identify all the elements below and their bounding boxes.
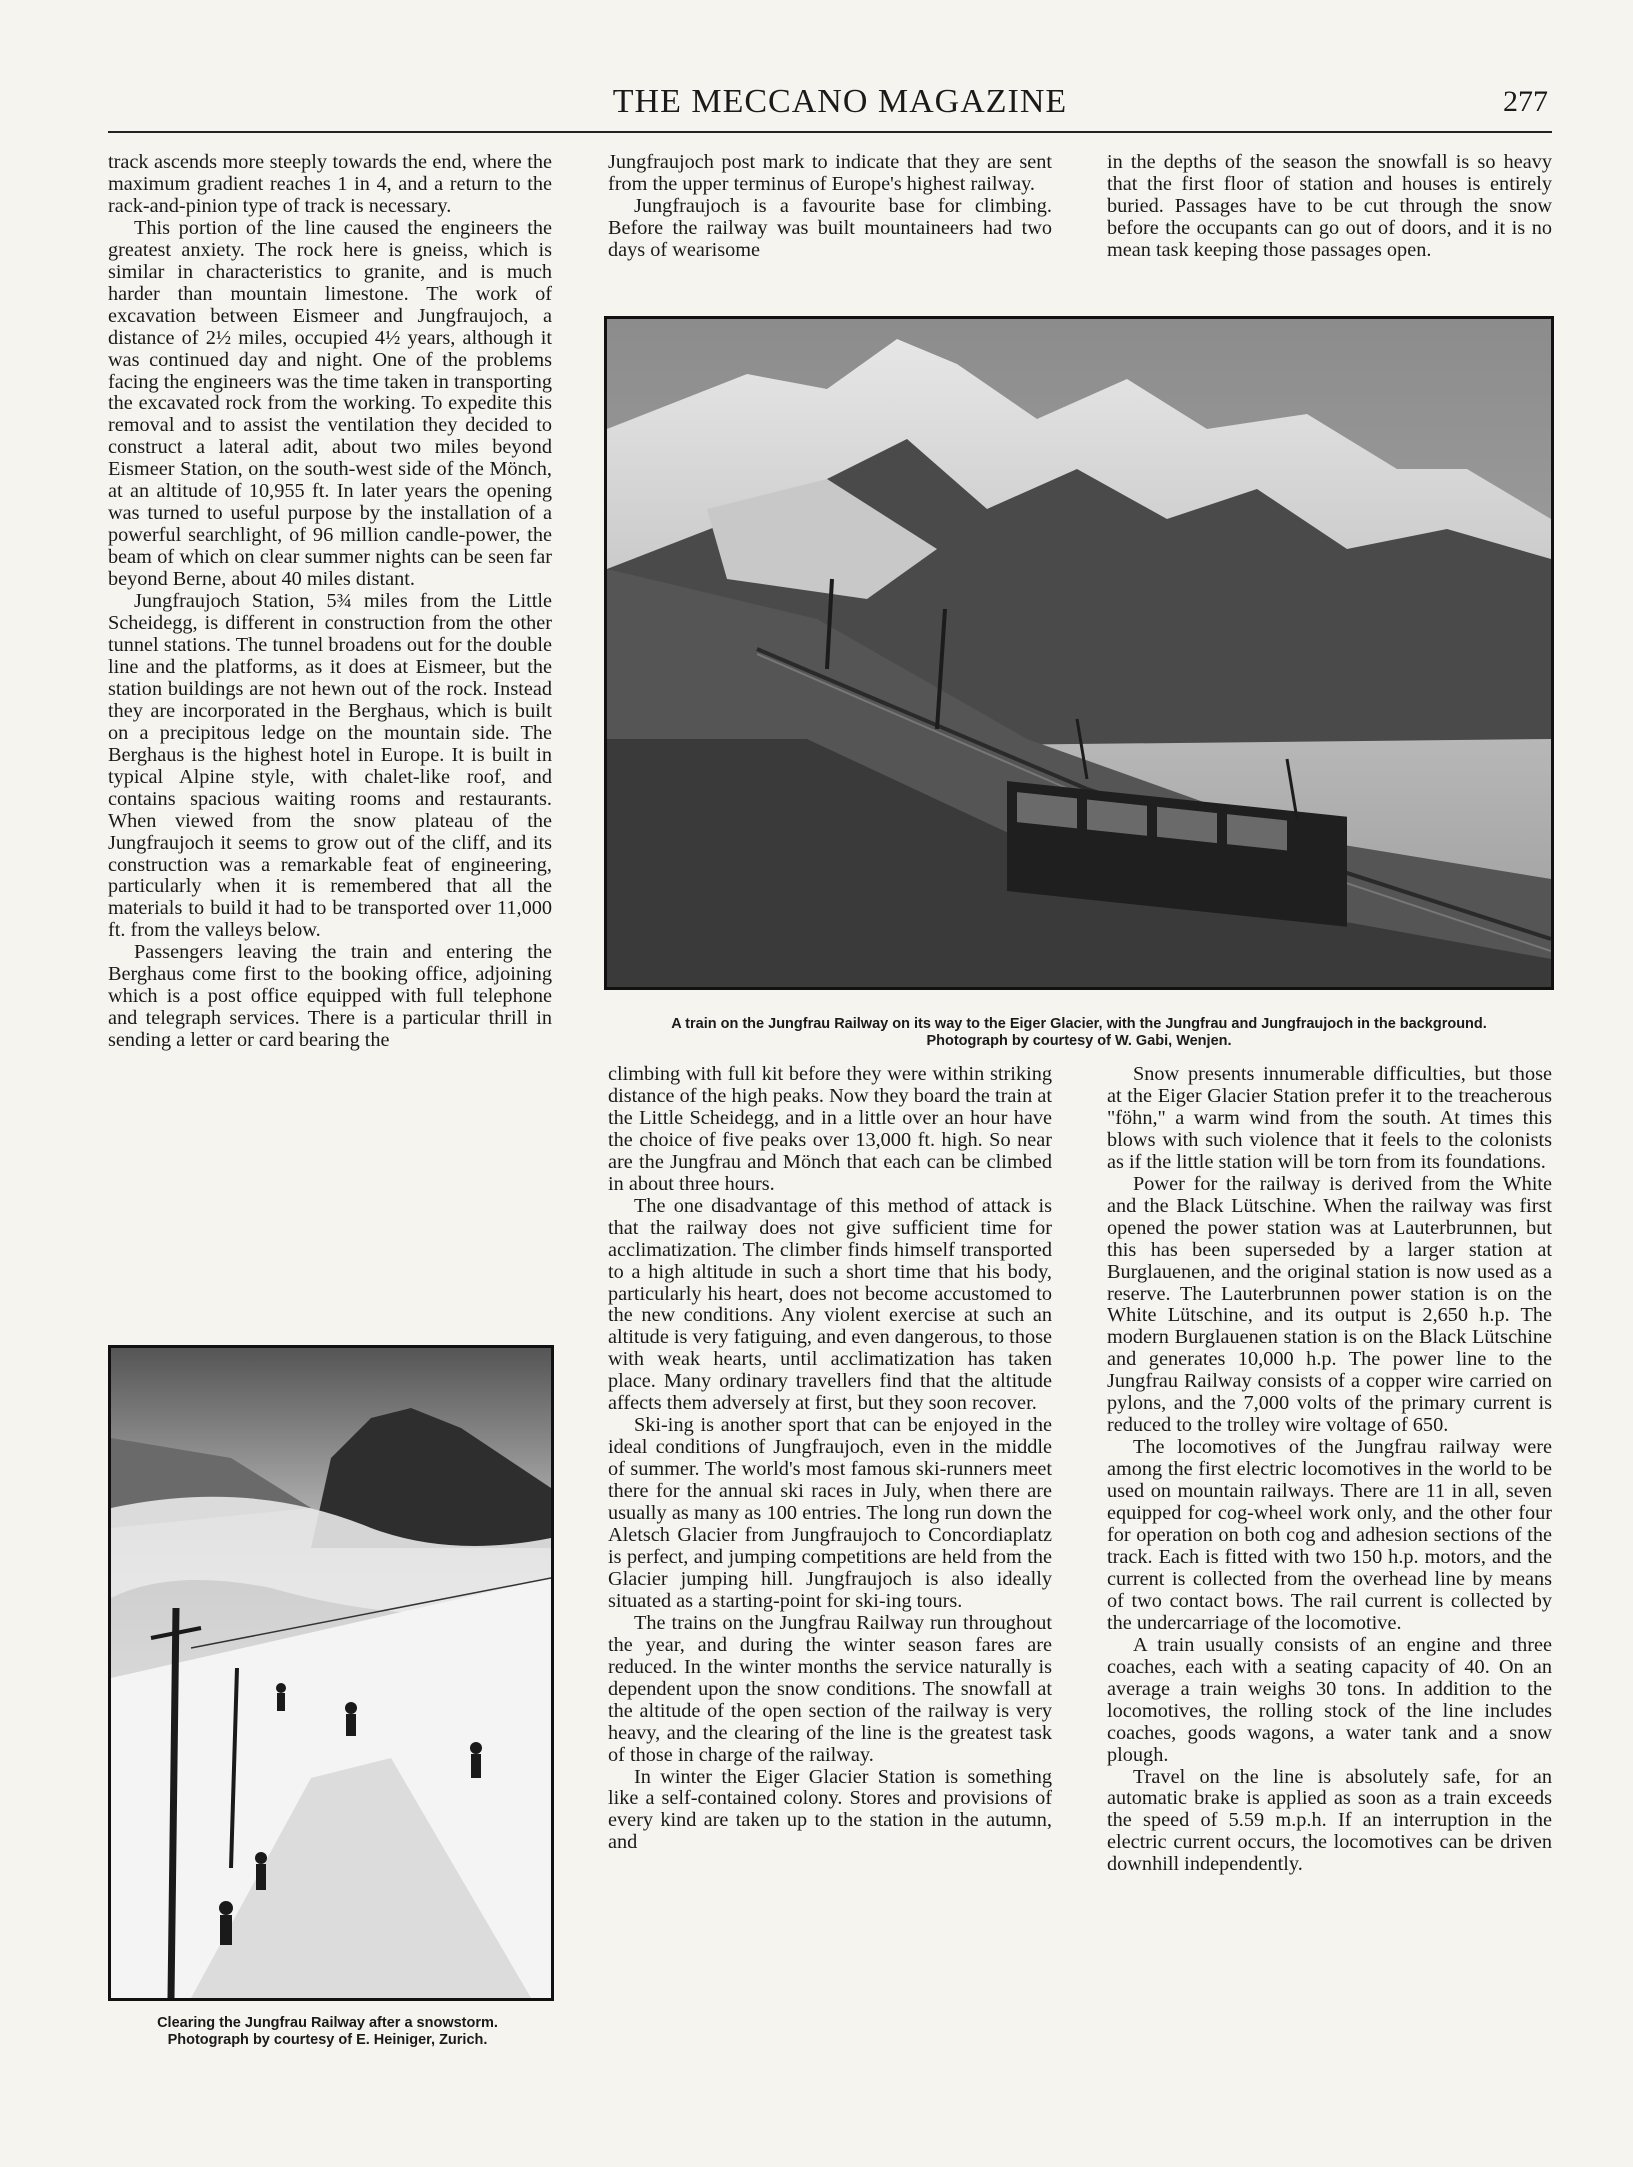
paragraph: Jungfraujoch Station, 5¾ miles from the Little Scheidegg, is different in construction from the other tunnel stations. The tunnel broadens out for the double line and the platforms, as it does at Eismeer, but the station buildings are not hewn out of the rock. Instead they are incorporated in the Berghaus, which is built on a precipitous ledge on the mountain side. The Berghaus is the highest hotel in Europe. It is built in typical Alpine style, with chalet-like roof, and contains spacious waiting rooms and restaurants. When viewed from the snow plateau of the Jungfraujoch it seems to grow out of the cliff, and its construction was a remarkable feat of engineering, particularly when it is remembered that all the materials to build it had to be transported over 11,000 ft. from the valleys below. xyxy=(108,590,552,942)
paragraph: In winter the Eiger Glacier Station is something like a self-contained colony. Stores and provisions of every kind are taken up to the station in the autumn, and xyxy=(608,1765,1052,1854)
photo-snow-clearing xyxy=(108,1345,554,2001)
paragraph: The locomotives of the Jungfrau railway were among the first electric locomotives in the world to be used on mountain railways. There are 11 in all, seven equipped for cog-wheel work only, and the other four for operation on both cog and adhesion sections of the track. Each is fitted with two 150 h.p. motors, and the current is collected from the overhead line by means of two contact bows. The rail current is collected by the undercarriage of the locomotive. xyxy=(1107,1436,1552,1634)
page-number: 277 xyxy=(1503,85,1548,118)
paragraph: Ski-ing is another sport that can be enjoyed in the ideal conditions of Jungfraujoch, even in the middle of summer. The world's most famous ski-runners meet there for the annual ski races in July, when there are usually as many as 100 entries. The long run down the Aletsch Glacier from Jungfraujoch to Concordiaplatz is perfect, and jumping competitions are held from the Glacier jumping hill. Jungfraujoch is also ideally situated as a starting-point for ski-ing tours. xyxy=(608,1414,1052,1612)
article-column-2-top xyxy=(608,152,1052,262)
page-header-title: THE MECCANO MAGAZINE xyxy=(612,83,1068,120)
paragraph: in the depths of the season the snowfall is so heavy that the first floor of station and houses is entirely buried. Passages have to be cut through the snow before the occupants can go out of doors, and it is no mean task keeping those passages open. xyxy=(1107,151,1552,261)
article-column-3-bottom xyxy=(1107,1064,1552,1876)
header-rule xyxy=(108,131,1552,133)
paragraph: Passengers leaving the train and entering the Berghaus come first to the booking office, adjoining which is a post office equipped with full telephone and telegraph services. There is a particular thrill in sending a letter or card bearing the xyxy=(108,941,552,1052)
article-column-1 xyxy=(108,152,552,1052)
paragraph: This portion of the line caused the engineers the greatest anxiety. The rock here is gneiss, which is similar in characteristics to granite, and is much harder than mountain limestone. The work of excavation between Eismeer and Jungfraujoch, a distance of 2½ miles, occupied 4½ years, although it was continued day and night. One of the problems facing the engineers was the time taken in transporting the excavated rock from the working. To expedite this removal and to assist the ventilation they decided to construct a lateral adit, about two miles beyond Eismeer Station, on the south-west side of the Mönch, at an altitude of 10,955 ft. In later years the opening was turned to useful purpose by the installation of a powerful searchlight, of 96 million candle-power, the beam of which on clear summer nights can be seen far beyond Berne, about 40 miles distant. xyxy=(108,216,552,591)
paragraph: Jungfraujoch is a favourite base for climbing. Before the railway was built mountaineers had two days of wearisome xyxy=(608,194,1052,261)
paragraph: The trains on the Jungfrau Railway run throughout the year, and during the winter season fares are reduced. In the winter months the service naturally is dependent upon the snow conditions. The snowfall at the altitude of the open section of the railway is very heavy, and the clearing of the line is the greatest task of those in charge of the railway. xyxy=(608,1611,1052,1766)
caption-top-photo xyxy=(604,1016,1554,1050)
paragraph: track ascends more steeply towards the end, where the maximum gradient reaches 1 in 4, and a return to the rack-and-pinion type of track is necessary. xyxy=(108,151,552,217)
caption-credit: Photograph by courtesy of W. Gabi, Wenjen. xyxy=(926,1033,1232,1049)
photo-train-jungfrau xyxy=(604,316,1554,990)
caption-line: Clearing the Jungfrau Railway after a snowstorm. xyxy=(157,2015,498,2031)
paragraph: The one disadvantage of this method of attack is that the railway does not give sufficient time for acclimatization. The climber finds himself transported to a high altitude in such a short time that his body, particularly his heart, does not become accustomed to the new conditions. Any violent exercise at such an altitude is very fatiguing, and even dangerous, to those with weak hearts, until acclimatization has taken place. Many ordinary travellers find that the altitude affects them adversely at first, but they soon recover. xyxy=(608,1194,1052,1415)
caption-line: A train on the Jungfrau Railway on its way to the Eiger Glacier, with the Jungfrau and Jungfraujoch in the background. xyxy=(671,1016,1487,1032)
paragraph: Power for the railway is derived from the White and the Black Lütschine. When the railway was first opened the power station was at Lauterbrunnen, but this has been superseded by a larger station at Burglauenen, and the original station is now used as a reserve. The Lauterbrunnen power station is on the White Lütschine, and its output is 2,650 h.p. The modern Burglauenen station is on the Black Lütschine and generates 10,000 h.p. The power line to the Jungfrau Railway consists of a copper wire carried on pylons, and the 7,000 volts of the primary current is reduced to the trolley wire voltage of 650. xyxy=(1107,1172,1552,1437)
caption-bottom-photo xyxy=(100,2015,555,2049)
paragraph: Snow presents innumerable difficulties, but those at the Eiger Glacier Station prefer it to the treacherous "föhn," a warm wind from the south. At times this blows with such violence that it feels to the colonists as if the little station will be torn from its foundations. xyxy=(1107,1063,1552,1173)
paragraph: climbing with full kit before they were within striking distance of the high peaks. Now they board the train at the Little Scheidegg, and in a little over an hour have the choice of five peaks over 13,000 ft. high. So near are the Jungfrau and Mönch that each can be climbed in about three hours. xyxy=(608,1063,1052,1195)
paragraph: Travel on the line is absolutely safe, for an automatic brake is applied as soon as a train exceeds the speed of 5.59 m.p.h. If an interruption in the electric current occurs, the locomotives can be driven downhill independently. xyxy=(1107,1765,1552,1876)
paragraph: A train usually consists of an engine and three coaches, each with a seating capacity of 40. On an average a train weighs 30 tons. In addition to the locomotives, the rolling stock of the line includes coaches, goods wagons, a water tank and a snow plough. xyxy=(1107,1633,1552,1766)
paragraph: Jungfraujoch post mark to indicate that they are sent from the upper terminus of Europe's highest railway. xyxy=(608,151,1052,195)
article-column-2-bottom xyxy=(608,1064,1052,1854)
caption-credit: Photograph by courtesy of E. Heiniger, Zurich. xyxy=(167,2032,488,2048)
article-column-3-top xyxy=(1107,152,1552,262)
